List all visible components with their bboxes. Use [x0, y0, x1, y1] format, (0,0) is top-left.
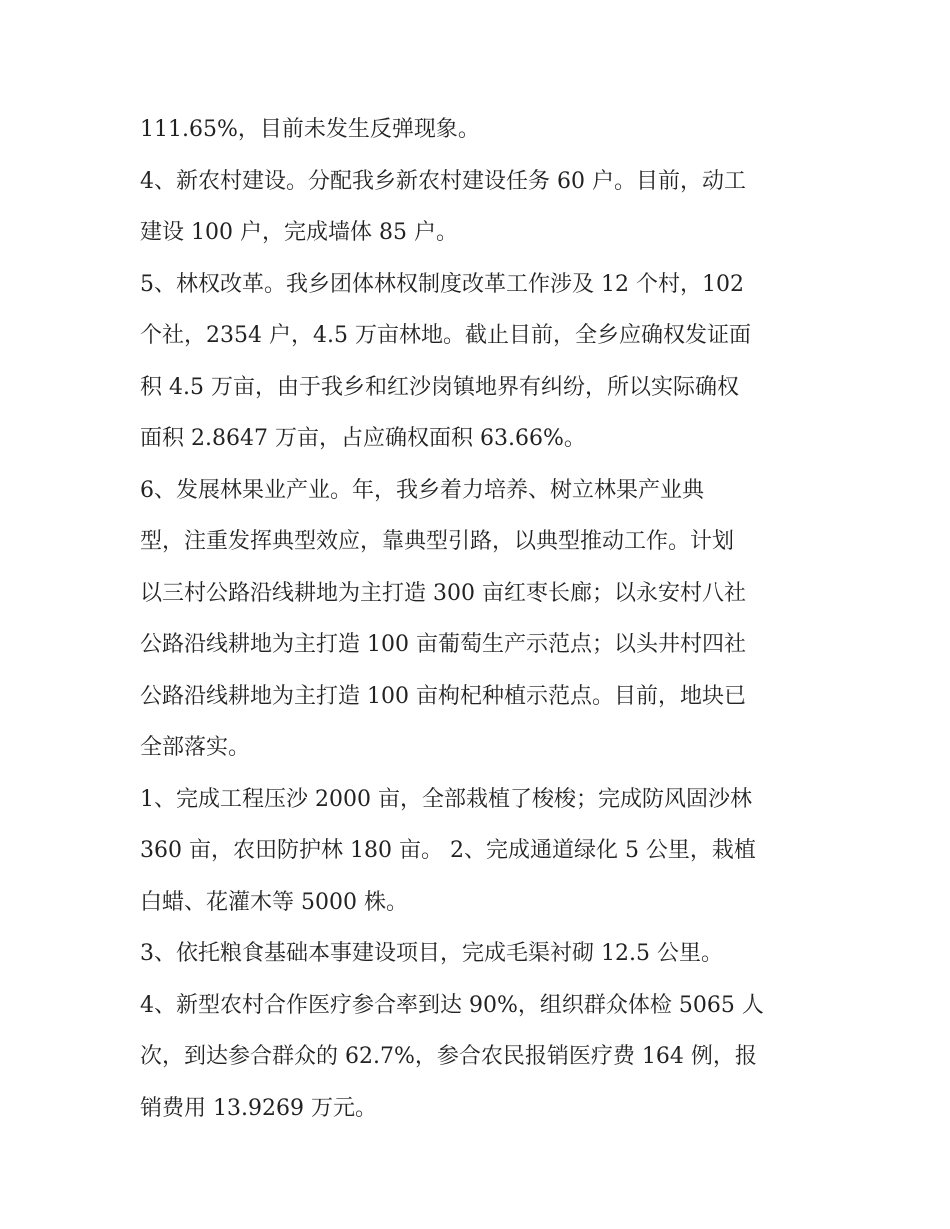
text-line: 4、新农村建设。分配我乡新农村建设任务 60 户。目前，动工: [140, 168, 746, 194]
text-line: 销费用 13.9269 万元。: [140, 1095, 377, 1121]
document-body: [140, 104, 820, 1134]
text-line: 5、林权改革。我乡团体林权制度改革工作涉及 12 个村，102: [140, 271, 744, 297]
text-line: 1、完成工程压沙 2000 亩，全部栽植了梭梭；完成防风固沙林: [140, 786, 752, 812]
text-line: 型，注重发挥典型效应，靠典型引路，以典型推动工作。计划: [140, 529, 735, 554]
text-line: 积 4.5 万亩，由于我乡和红沙岗镇地界有纠纷，所以实际确权: [140, 374, 739, 400]
text-line: 白蜡、花灌木等 5000 株。: [140, 889, 408, 915]
text-line: 公路沿线耕地为主打造 100 亩枸杞种植示范点。目前，地块已: [140, 683, 746, 709]
text-line: 以三村公路沿线耕地为主打造 300 亩红枣长廊；以永安村八社: [140, 580, 746, 606]
text-line: 次，到达参合群众的 62.7%，参合农民报销医疗费 164 例，报: [140, 1044, 757, 1069]
text-line: 3、依托粮食基础本事建设项目，完成毛渠衬砌 12.5 公里。: [140, 941, 723, 966]
text-line: 6、发展林果业产业。年，我乡着力培养、树立林果产业典: [140, 477, 704, 503]
text-line: 建设 100 户，完成墙体 85 户。: [140, 220, 458, 245]
text-line: 个社，2354 户，4.5 万亩林地。截止目前，全乡应确权发证面: [140, 323, 751, 348]
text-line: 全部落实。: [140, 735, 251, 760]
text-line: 公路沿线耕地为主打造 100 亩葡萄生产示范点；以头井村四社: [140, 632, 746, 657]
text-line: 4、新型农村合作医疗参合率到达 90%，组织群众体检 5065 人: [140, 992, 764, 1018]
text-line: 360 亩，农田防护林 180 亩。 2、完成通道绿化 5 公里，栽植: [140, 838, 756, 863]
text-line: 面积 2.8647 万亩，占应确权面积 63.66%。: [140, 426, 586, 451]
text-line: 111.65%，目前未发生反弹现象。: [140, 117, 480, 142]
